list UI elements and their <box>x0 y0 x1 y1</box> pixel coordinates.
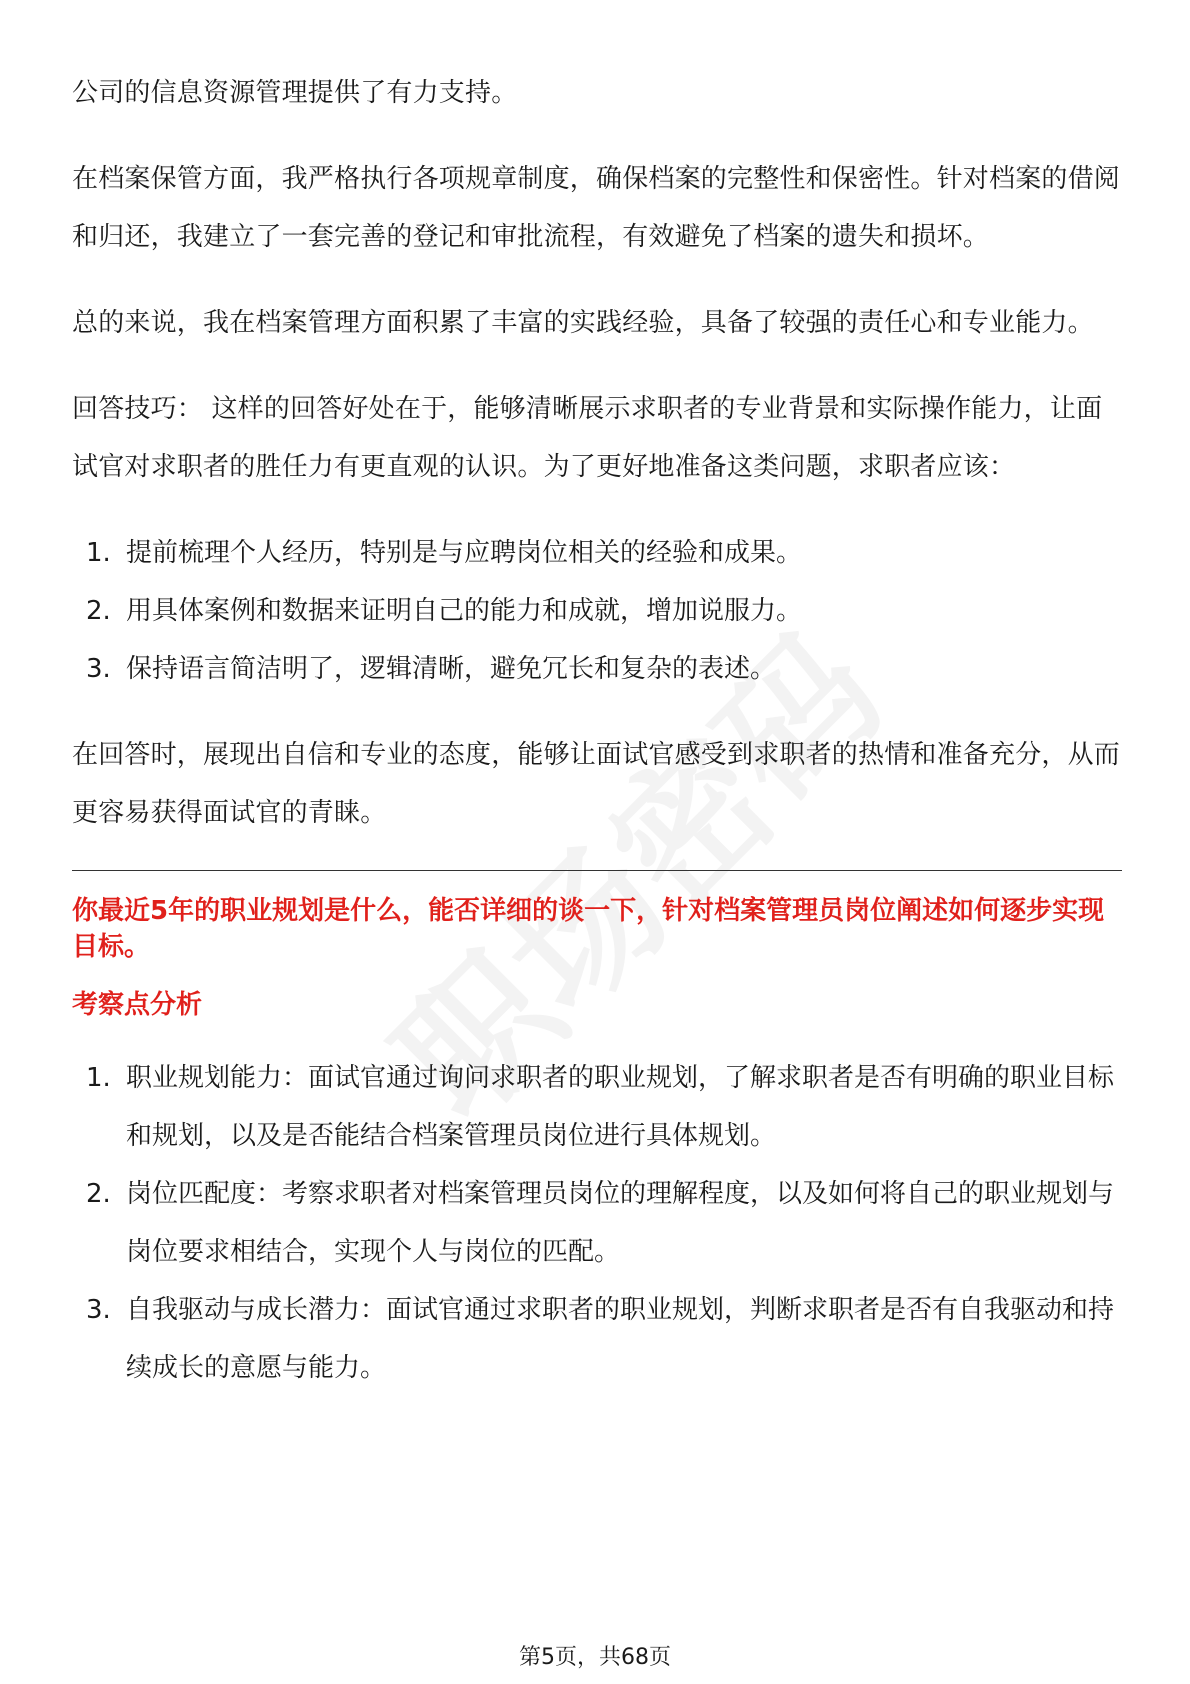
paragraph-intro-tail: 公司的信息资源管理提供了有力支持。 <box>72 78 518 108</box>
analysis-heading: 考察点分析 <box>72 990 203 1020</box>
list-item: 1. 职业规划能力：面试官通过询问求职者的职业规划，了解求职者是否有明确的职业目标和规划，以及是否能结合档案管理员岗位进行具体规划。 <box>86 1063 1115 1151</box>
list-item: 2. 岗位匹配度：考察求职者对档案管理员岗位的理解程度，以及如何将自己的职业规划与岗位要求相结合，实现个人与岗位的匹配。 <box>86 1179 1115 1267</box>
list-item: 2. 用具体案例和数据来证明自己的能力和成就，增加说服力。 <box>86 596 803 626</box>
question-heading: 你最近5年的职业规划是什么，能否详细的谈一下，针对档案管理员岗位阐述如何逐步实现目标。 <box>72 896 1105 962</box>
paragraph-summary: 总的来说，我在档案管理方面积累了丰富的实践经验，具备了较强的责任心和专业能力。 <box>72 308 1094 338</box>
paragraph-answer-tips: 回答技巧： 这样的回答好处在于，能够清晰展示求职者的专业背景和实际操作能力，让面试官对求职者的胜任力有更直观的认识。为了更好地准备这类问题，求职者应该： <box>72 394 1103 482</box>
paragraph-archive-custody: 在档案保管方面，我严格执行各项规章制度，确保档案的完整性和保密性。针对档案的借阅和归还，我建立了一套完善的登记和审批流程，有效避免了档案的遗失和损坏。 <box>72 164 1121 252</box>
paragraph-closing: 在回答时，展现出自信和专业的态度，能够让面试官感受到求职者的热情和准备充分，从而更容易获得面试官的青睐。 <box>72 740 1121 828</box>
list-item: 3. 保持语言简洁明了，逻辑清晰，避免冗长和复杂的表述。 <box>86 654 777 684</box>
list-item: 3. 自我驱动与成长潜力：面试官通过求职者的职业规划，判断求职者是否有自我驱动和持续成长的意愿与能力。 <box>86 1295 1115 1383</box>
page-content <box>72 64 1122 1425</box>
section-divider <box>72 870 1122 871</box>
analysis-list <box>72 1049 1122 1397</box>
list-item: 1. 提前梳理个人经历，特别是与应聘岗位相关的经验和成果。 <box>86 538 803 568</box>
page-number: 第5页，共68页 <box>519 1645 671 1670</box>
tips-list <box>72 524 1122 698</box>
